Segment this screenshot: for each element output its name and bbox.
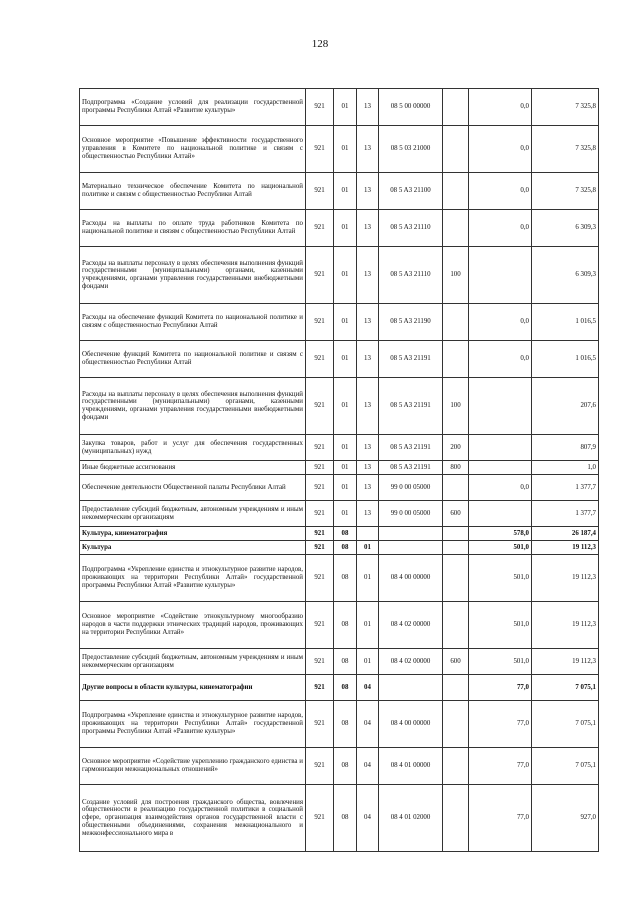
- cell-vr: [443, 701, 469, 748]
- cell-rz: 01: [334, 501, 357, 527]
- cell-pr: 13: [357, 210, 379, 247]
- cell-name: Расходы на выплаты персоналу в целях обеспечения выполнения функций государственными (муниципальными) органами, казенными учреждениями, органами управления государственными внебюджетными фондами: [80, 247, 306, 304]
- cell-gr: 921: [306, 675, 334, 701]
- cell-name: Культура: [80, 541, 306, 555]
- cell-vr: [443, 602, 469, 649]
- cell-amount-2: 1 016,5: [532, 304, 599, 341]
- cell-rz: 01: [334, 126, 357, 173]
- cell-vr: [443, 210, 469, 247]
- cell-name: Основное мероприятие «Содействие этнокультурному многообразию народов в части поддержки этнических традиций народов, проживающих на территории Республики Алтай»: [80, 602, 306, 649]
- table-row: [80, 748, 599, 785]
- cell-vr: 200: [443, 435, 469, 461]
- cell-vr: 100: [443, 247, 469, 304]
- cell-gr: 921: [306, 341, 334, 378]
- cell-name: Материально техническое обеспечение Комитета по национальной политике и связям с общественностью Республики Алтай: [80, 173, 306, 210]
- cell-name: Другие вопросы в области культуры, кинематографии: [80, 675, 306, 701]
- cell-pr: 13: [357, 435, 379, 461]
- cell-gr: 921: [306, 435, 334, 461]
- cell-pr: 13: [357, 378, 379, 435]
- cell-pr: 01: [357, 602, 379, 649]
- cell-rz: 01: [334, 173, 357, 210]
- cell-pr: 04: [357, 675, 379, 701]
- cell-gr: 921: [306, 602, 334, 649]
- table-row: [80, 602, 599, 649]
- table-row: [80, 527, 599, 541]
- cell-amount-2: 7 325,8: [532, 89, 599, 126]
- cell-name: Основное мероприятие «Повышение эффективности государственного управления в Комитете по национальной политике и связям с общественностью Республики Алтай»: [80, 126, 306, 173]
- cell-amount-1: [469, 247, 532, 304]
- cell-amount-1: [469, 501, 532, 527]
- cell-gr: 921: [306, 475, 334, 501]
- cell-vr: 600: [443, 649, 469, 675]
- table-row: [80, 541, 599, 555]
- table-row: [80, 675, 599, 701]
- cell-gr: 921: [306, 748, 334, 785]
- cell-name: Основное мероприятие «Содействие укреплению гражданского единства и гармонизации межнациональных отношений»: [80, 748, 306, 785]
- cell-gr: 921: [306, 701, 334, 748]
- cell-pr: 13: [357, 501, 379, 527]
- table-row: [80, 649, 599, 675]
- table-row: [80, 501, 599, 527]
- table-row: [80, 247, 599, 304]
- cell-amount-2: 7 075,1: [532, 675, 599, 701]
- table-row: [80, 304, 599, 341]
- table-row: [80, 341, 599, 378]
- table-row: [80, 475, 599, 501]
- cell-cs: [379, 541, 443, 555]
- cell-cs: 08 5 A3 21191: [379, 378, 443, 435]
- cell-name: Создание условий для построения гражданского общества, вовлечения общественности в реализацию государственной политики в социальной сфере, организация взаимодействия органов государственной власти с общественными объединениями, сохранения межнационального и межконфессионального мира в: [80, 785, 306, 852]
- cell-pr: 01: [357, 555, 379, 602]
- cell-rz: 08: [334, 748, 357, 785]
- page-number: 128: [311, 38, 329, 50]
- cell-amount-2: 207,6: [532, 378, 599, 435]
- cell-name: Закупка товаров, работ и услуг для обеспечения государственных (муниципальных) нужд: [80, 435, 306, 461]
- cell-vr: [443, 89, 469, 126]
- cell-amount-1: [469, 435, 532, 461]
- cell-amount-1: 501,0: [469, 541, 532, 555]
- budget-table: [79, 88, 599, 852]
- cell-gr: 921: [306, 126, 334, 173]
- cell-amount-1: 77,0: [469, 675, 532, 701]
- cell-pr: 13: [357, 126, 379, 173]
- cell-gr: 921: [306, 173, 334, 210]
- cell-name: Предоставление субсидий бюджетным, автономным учреждениям и иным некоммерческим организациям: [80, 649, 306, 675]
- cell-rz: 01: [334, 475, 357, 501]
- cell-cs: 08 5 03 21000: [379, 126, 443, 173]
- cell-rz: 01: [334, 341, 357, 378]
- cell-name: Обеспечение деятельности Общественной палаты Республики Алтай: [80, 475, 306, 501]
- cell-vr: 800: [443, 461, 469, 475]
- cell-amount-2: 7 325,8: [532, 126, 599, 173]
- cell-amount-1: 0,0: [469, 210, 532, 247]
- table-row: [80, 126, 599, 173]
- cell-cs: 08 5 00 00000: [379, 89, 443, 126]
- cell-cs: 08 5 A3 21191: [379, 461, 443, 475]
- cell-rz: 08: [334, 675, 357, 701]
- cell-cs: 08 4 02 00000: [379, 649, 443, 675]
- cell-vr: 100: [443, 378, 469, 435]
- cell-rz: 08: [334, 602, 357, 649]
- cell-amount-2: 7 325,8: [532, 173, 599, 210]
- cell-cs: 08 5 A3 21110: [379, 247, 443, 304]
- cell-name: Подпрограмма «Укрепление единства и этнокультурное развитие народов, проживающих на территории Республики Алтай» государственной программы Республики Алтай «Развитие культуры»: [80, 701, 306, 748]
- cell-amount-2: 19 112,3: [532, 602, 599, 649]
- cell-amount-2: 26 187,4: [532, 527, 599, 541]
- cell-rz: 08: [334, 649, 357, 675]
- cell-cs: 08 5 A3 21191: [379, 341, 443, 378]
- cell-rz: 01: [334, 435, 357, 461]
- cell-amount-1: 578,0: [469, 527, 532, 541]
- cell-rz: 08: [334, 785, 357, 852]
- cell-name: Обеспечение функций Комитета по национальной политике и связям с общественностью Республики Алтай: [80, 341, 306, 378]
- cell-vr: [443, 675, 469, 701]
- cell-amount-1: 0,0: [469, 126, 532, 173]
- cell-gr: 921: [306, 304, 334, 341]
- cell-rz: 08: [334, 527, 357, 541]
- cell-name: Подпрограмма «Укрепление единства и этнокультурное развитие народов, проживающих на территории Республики Алтай» государственной программы Республики Алтай «Развитие культуры»: [80, 555, 306, 602]
- table-row: [80, 555, 599, 602]
- cell-cs: 99 0 00 05000: [379, 501, 443, 527]
- cell-vr: [443, 173, 469, 210]
- cell-gr: 921: [306, 461, 334, 475]
- cell-amount-1: [469, 461, 532, 475]
- cell-cs: 08 4 00 00000: [379, 555, 443, 602]
- cell-amount-2: 19 112,3: [532, 541, 599, 555]
- cell-vr: [443, 304, 469, 341]
- cell-pr: [357, 527, 379, 541]
- cell-cs: [379, 527, 443, 541]
- table-row: [80, 435, 599, 461]
- cell-vr: [443, 555, 469, 602]
- table-row: [80, 785, 599, 852]
- cell-gr: 921: [306, 378, 334, 435]
- cell-pr: 04: [357, 748, 379, 785]
- cell-amount-2: 1,0: [532, 461, 599, 475]
- cell-cs: 08 4 00 00000: [379, 701, 443, 748]
- table-row: [80, 378, 599, 435]
- cell-rz: 01: [334, 89, 357, 126]
- cell-amount-2: 7 075,1: [532, 701, 599, 748]
- cell-gr: 921: [306, 89, 334, 126]
- cell-amount-2: 1 377,7: [532, 501, 599, 527]
- cell-amount-2: 1 377,7: [532, 475, 599, 501]
- cell-amount-2: 927,0: [532, 785, 599, 852]
- cell-vr: [443, 785, 469, 852]
- cell-rz: 08: [334, 541, 357, 555]
- cell-cs: 08 5 A3 21191: [379, 435, 443, 461]
- cell-gr: 921: [306, 501, 334, 527]
- table-row: [80, 461, 599, 475]
- table-row: [80, 89, 599, 126]
- cell-pr: 13: [357, 89, 379, 126]
- cell-rz: 08: [334, 555, 357, 602]
- cell-name: Иные бюджетные ассигнования: [80, 461, 306, 475]
- cell-amount-2: 6 309,3: [532, 247, 599, 304]
- cell-pr: 04: [357, 785, 379, 852]
- cell-pr: 13: [357, 461, 379, 475]
- cell-cs: 08 5 A3 21190: [379, 304, 443, 341]
- cell-amount-1: 501,0: [469, 555, 532, 602]
- cell-cs: 08 4 01 00000: [379, 748, 443, 785]
- cell-amount-1: 0,0: [469, 304, 532, 341]
- cell-vr: [443, 126, 469, 173]
- table-row: [80, 173, 599, 210]
- cell-pr: 13: [357, 173, 379, 210]
- cell-rz: 01: [334, 210, 357, 247]
- cell-amount-1: 501,0: [469, 602, 532, 649]
- cell-rz: 01: [334, 378, 357, 435]
- cell-name: Расходы на выплаты персоналу в целях обеспечения выполнения функций государственными (муниципальными) органами, казенными учреждениями, органами управления государственными внебюджетными фондами: [80, 378, 306, 435]
- cell-gr: 921: [306, 210, 334, 247]
- cell-gr: 921: [306, 785, 334, 852]
- cell-cs: 08 4 01 02000: [379, 785, 443, 852]
- cell-amount-1: 501,0: [469, 649, 532, 675]
- cell-amount-2: 1 016,5: [532, 341, 599, 378]
- cell-vr: [443, 748, 469, 785]
- cell-vr: [443, 475, 469, 501]
- cell-name: Подпрограмма «Создание условий для реализации государственной программы Республики Алтай «Развитие культуры»: [80, 89, 306, 126]
- cell-vr: [443, 341, 469, 378]
- cell-pr: 13: [357, 341, 379, 378]
- cell-amount-1: 0,0: [469, 341, 532, 378]
- cell-amount-1: 0,0: [469, 475, 532, 501]
- cell-pr: 13: [357, 247, 379, 304]
- cell-gr: 921: [306, 527, 334, 541]
- cell-gr: 921: [306, 247, 334, 304]
- cell-vr: [443, 527, 469, 541]
- cell-pr: 13: [357, 475, 379, 501]
- cell-amount-2: 7 075,1: [532, 748, 599, 785]
- cell-gr: 921: [306, 555, 334, 602]
- cell-vr: 600: [443, 501, 469, 527]
- cell-pr: 01: [357, 541, 379, 555]
- cell-vr: [443, 541, 469, 555]
- cell-cs: [379, 675, 443, 701]
- cell-pr: 01: [357, 649, 379, 675]
- cell-cs: 08 4 02 00000: [379, 602, 443, 649]
- cell-name: Расходы на обеспечение функций Комитета по национальной политике и связям с общественностью Республики Алтай: [80, 304, 306, 341]
- cell-pr: 04: [357, 701, 379, 748]
- cell-gr: 921: [306, 541, 334, 555]
- cell-gr: 921: [306, 649, 334, 675]
- cell-amount-1: 0,0: [469, 89, 532, 126]
- cell-rz: 01: [334, 461, 357, 475]
- cell-amount-1: 77,0: [469, 701, 532, 748]
- cell-rz: 08: [334, 701, 357, 748]
- cell-pr: 13: [357, 304, 379, 341]
- cell-cs: 08 5 A3 21100: [379, 173, 443, 210]
- cell-cs: 99 0 00 05000: [379, 475, 443, 501]
- cell-name: Предоставление субсидий бюджетным, автономным учреждениям и иным некоммерческим организациям: [80, 501, 306, 527]
- cell-name: Культура, кинематография: [80, 527, 306, 541]
- cell-amount-1: [469, 378, 532, 435]
- cell-amount-2: 6 309,3: [532, 210, 599, 247]
- cell-name: Расходы на выплаты по оплате труда работников Комитета по национальной политике и связям с общественностью Республики Алтай: [80, 210, 306, 247]
- cell-amount-2: 19 112,3: [532, 555, 599, 602]
- cell-amount-1: 77,0: [469, 748, 532, 785]
- cell-amount-1: 77,0: [469, 785, 532, 852]
- cell-rz: 01: [334, 304, 357, 341]
- cell-amount-2: 807,9: [532, 435, 599, 461]
- table-row: [80, 210, 599, 247]
- cell-rz: 01: [334, 247, 357, 304]
- cell-cs: 08 5 A3 21110: [379, 210, 443, 247]
- table-row: [80, 701, 599, 748]
- cell-amount-1: 0,0: [469, 173, 532, 210]
- cell-amount-2: 19 112,3: [532, 649, 599, 675]
